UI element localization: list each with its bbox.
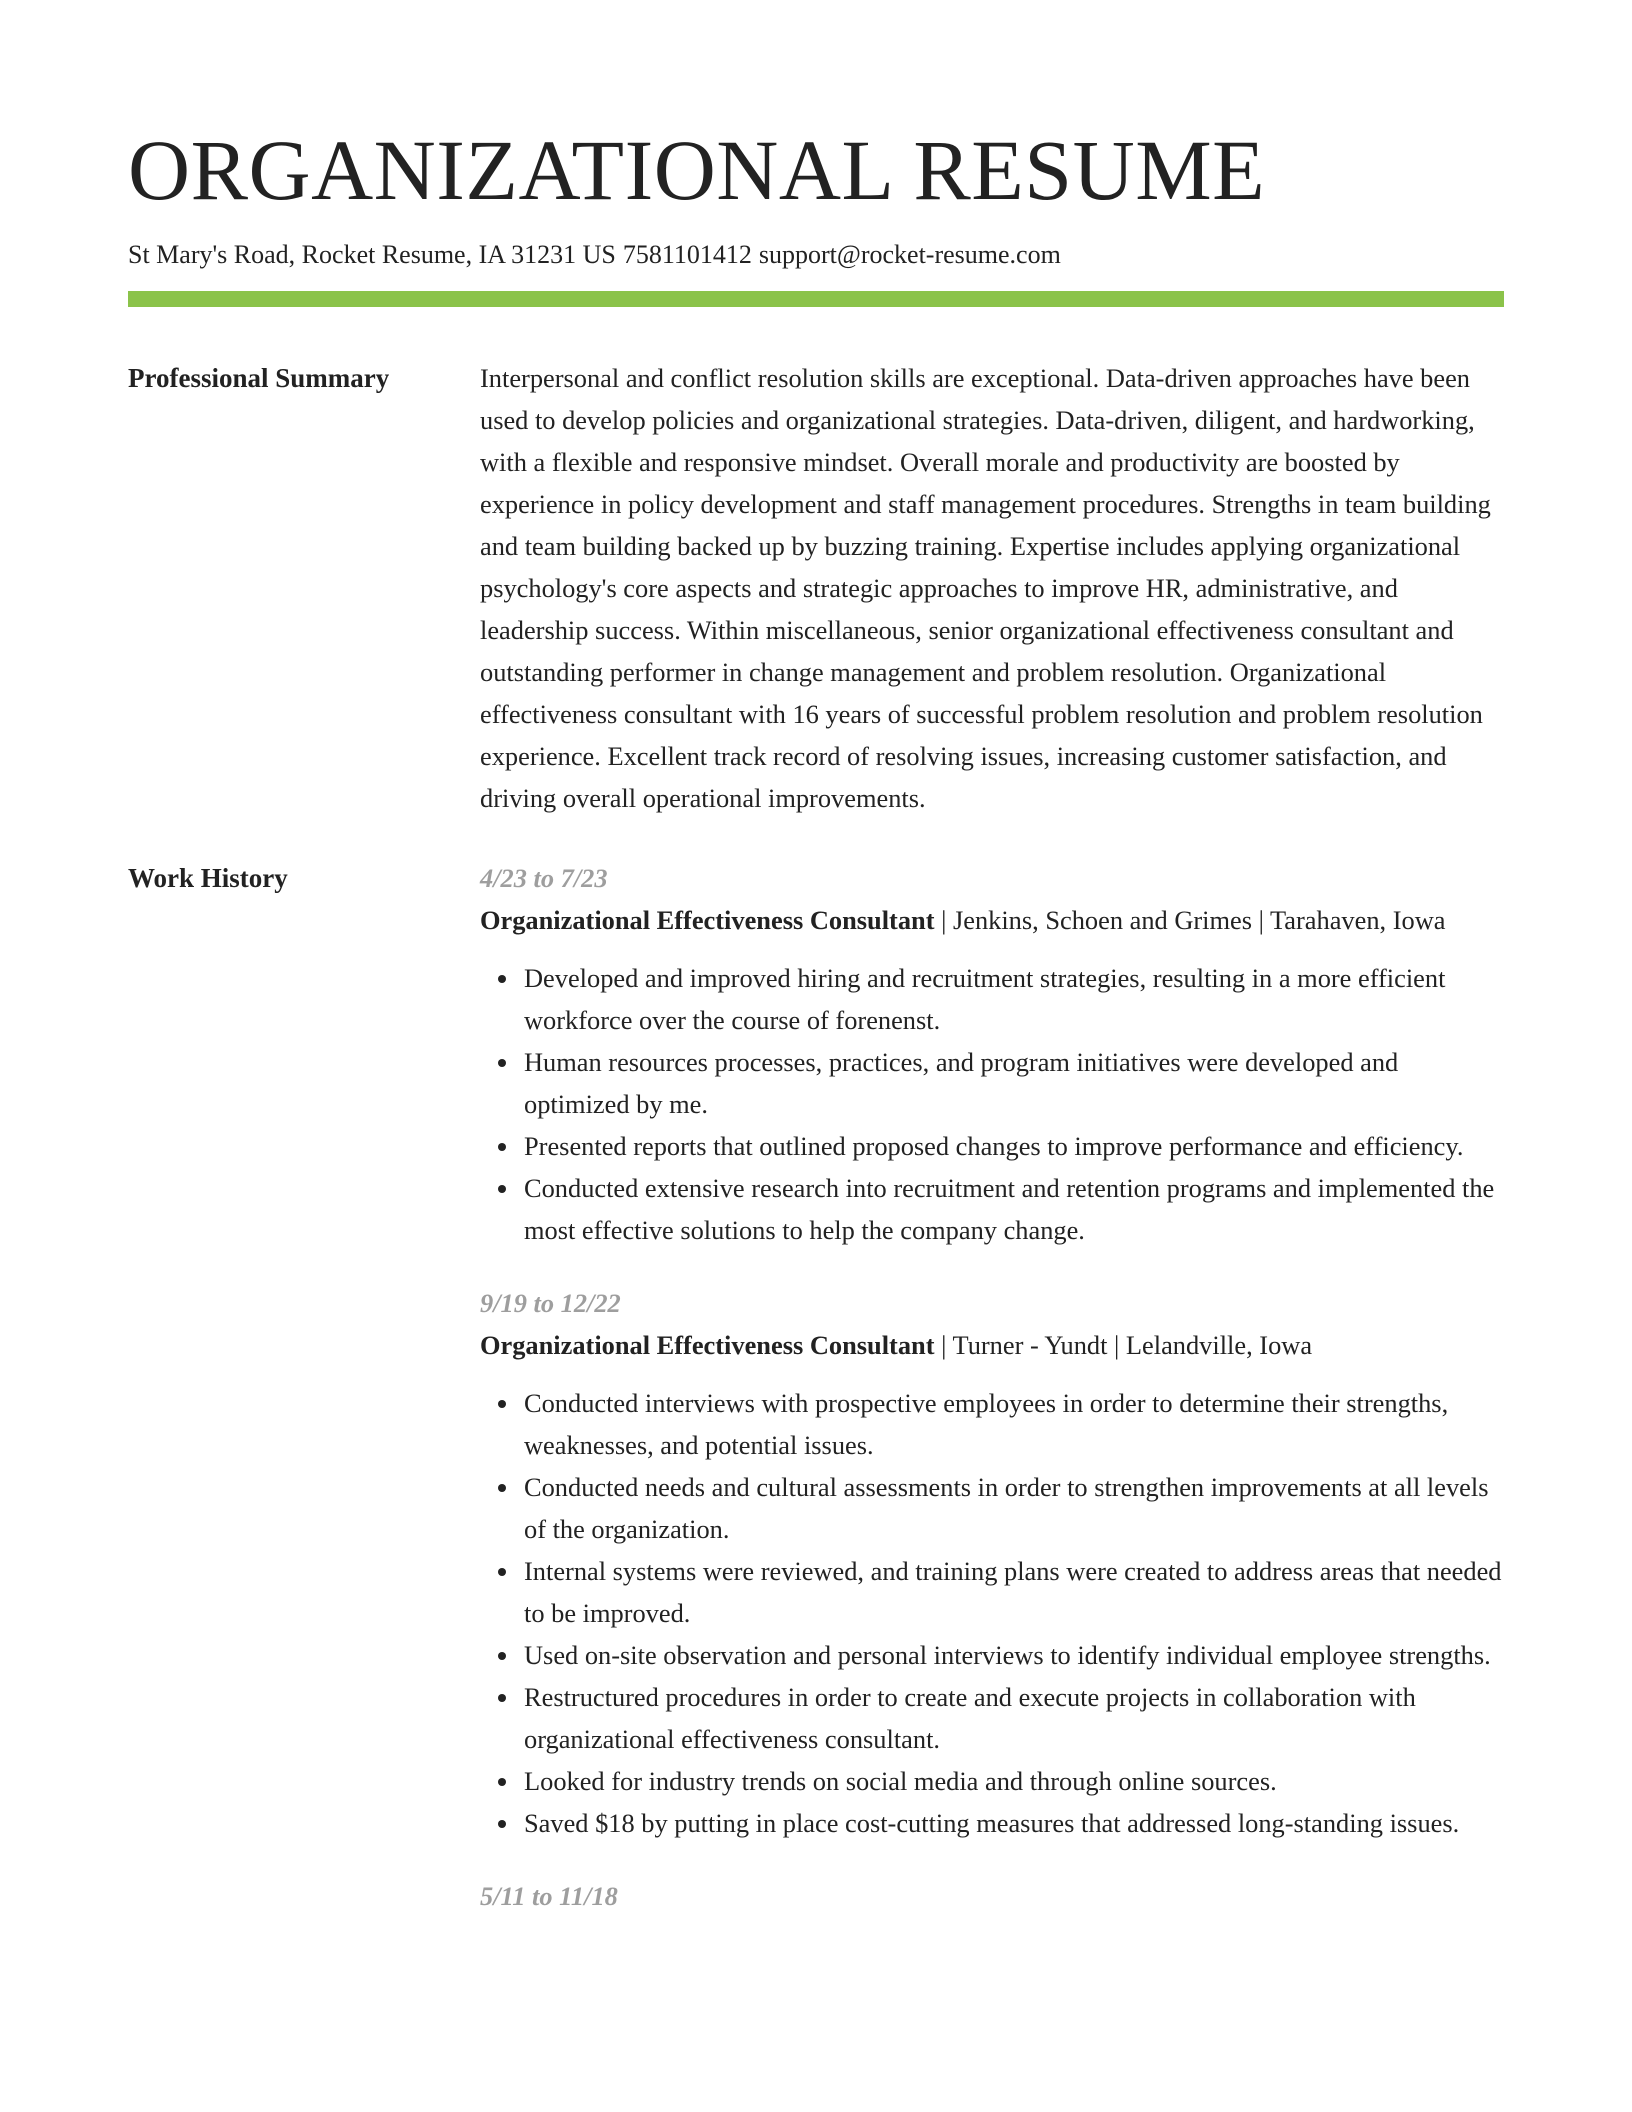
job-entry <box>480 1282 1504 1844</box>
job-entry <box>480 1875 1504 1917</box>
professional-summary-section <box>128 357 1504 819</box>
job-bullet: Used on-site observation and personal interviews to identify individual employee strengths. <box>524 1634 1504 1676</box>
job-dates: 9/19 to 12/22 <box>480 1288 621 1318</box>
job-bullet: Saved $18 by putting in place cost-cutting measures that addressed long-standing issues. <box>524 1802 1504 1844</box>
job-dates: 5/11 to 11/18 <box>480 1881 618 1911</box>
job-employer-location: | Jenkins, Schoen and Grimes | Tarahaven, Iowa <box>934 905 1446 935</box>
work-history-section <box>128 857 1504 1917</box>
contact-phone: 7581101412 <box>622 240 752 269</box>
work-history-body <box>480 857 1504 1917</box>
job-bullet: Restructured procedures in order to create and execute projects in collaboration with organizational effectiveness consultant. <box>524 1676 1504 1760</box>
job-bullet: Conducted extensive research into recruitment and retention programs and implemented the most effective solutions to help the company change. <box>524 1167 1504 1251</box>
job-title: Organizational Effectiveness Consultant <box>480 905 935 935</box>
professional-summary-body <box>480 357 1504 819</box>
job-dates: 4/23 to 7/23 <box>480 863 608 893</box>
professional-summary-heading: Professional Summary <box>128 363 390 393</box>
job-title: Organizational Effectiveness Consultant <box>480 1330 935 1360</box>
contact-line <box>128 238 1504 272</box>
job-bullet: Developed and improved hiring and recruitment strategies, resulting in a more efficient workforce over the course of forenenst. <box>524 957 1504 1041</box>
job-bullet: Conducted interviews with prospective employees in order to determine their strengths, weaknesses, and potential issues. <box>524 1382 1504 1466</box>
job-header <box>480 899 1504 941</box>
work-history-heading: Work History <box>128 863 288 893</box>
job-employer-location: | Turner - Yundt | Lelandville, Iowa <box>934 1330 1313 1360</box>
job-bullet: Internal systems were reviewed, and training plans were created to address areas that needed to be improved. <box>524 1550 1504 1634</box>
header-divider <box>128 291 1504 307</box>
professional-summary-text: Interpersonal and conflict resolution skills are exceptional. Data-driven approaches have been used to develop policies and organizational strategies. Data-driven, diligent, and hardworking, with a flexible and responsive mindset. Overall morale and productivity are boosted by experience in policy development and staff management procedures. Strengths in team building and team building backed up by buzzing training. Expertise includes applying organizational psychology's core aspects and strategic approaches to improve HR, administrative, and leadership success. Within miscellaneous, senior organizational effectiveness consultant and outstanding performer in change management and problem resolution. Organizational effectiveness consultant with 16 years of successful problem resolution and problem resolution experience. Excellent track record of resolving issues, increasing customer satisfaction, and driving overall operational improvements. <box>480 363 1491 813</box>
job-header <box>480 1324 1504 1366</box>
contact-address: St Mary's Road, Rocket Resume, IA 31231 US <box>128 240 616 269</box>
job-entry <box>480 857 1504 1251</box>
job-bullet: Conducted needs and cultural assessments in order to strengthen improvements at all levels of the organization. <box>524 1466 1504 1550</box>
resume-page <box>128 0 1504 1917</box>
resume-title: ORGANIZATIONAL RESUME <box>128 122 1266 218</box>
job-bullet: Looked for industry trends on social media and through online sources. <box>524 1760 1504 1802</box>
contact-email: support@rocket-resume.com <box>758 240 1061 269</box>
job-bullet: Presented reports that outlined proposed changes to improve performance and efficiency. <box>524 1125 1504 1167</box>
job-bullet-list <box>480 1382 1504 1844</box>
job-bullet: Human resources processes, practices, and program initiatives were developed and optimized by me. <box>524 1041 1504 1125</box>
job-bullet-list <box>480 957 1504 1251</box>
